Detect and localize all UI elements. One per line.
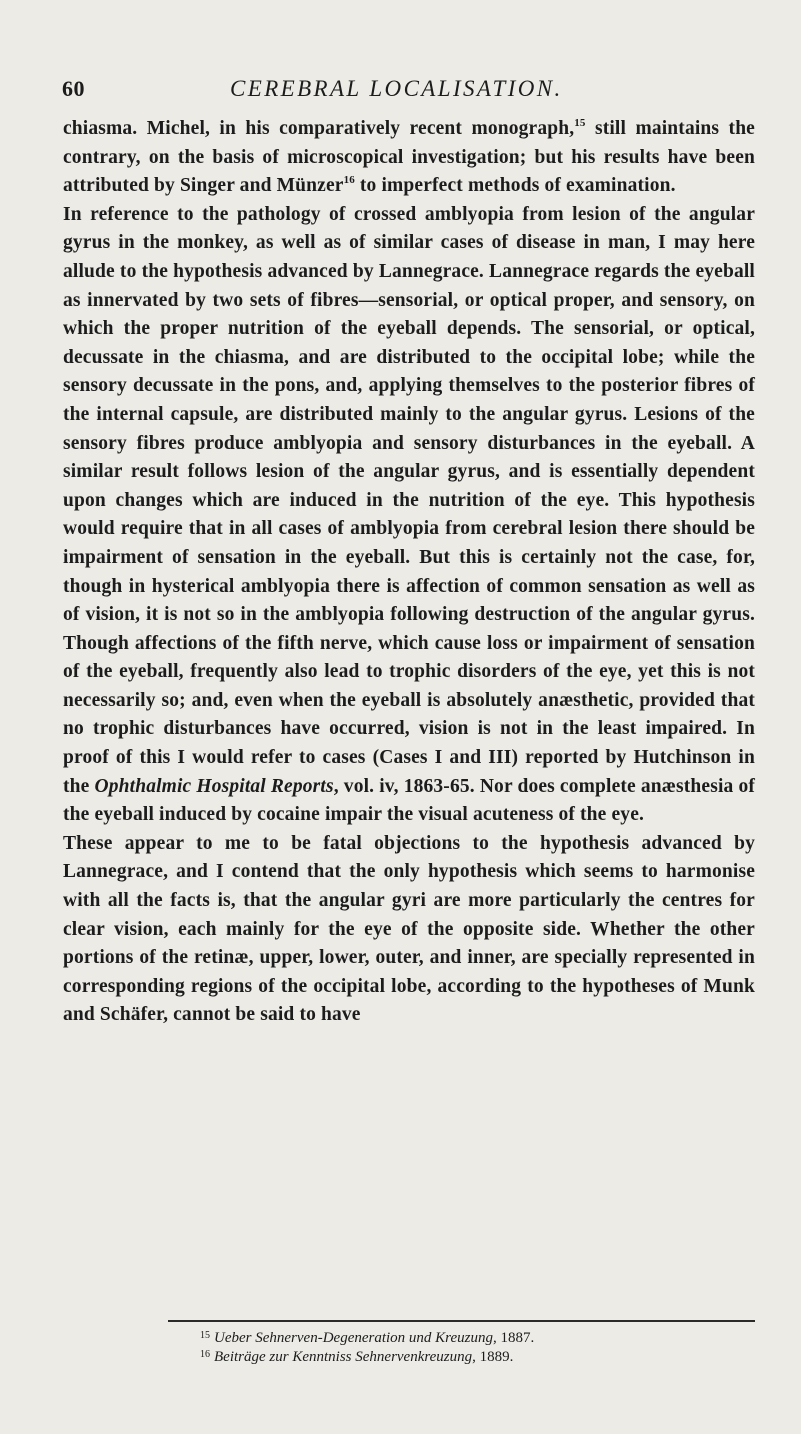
footnote-number: 16 [200,1349,210,1360]
paragraph-2-text-a: In reference to the pathology of crossed amblyopia from lesion of the angular gyrus in the monkey, as well as of similar cases of disease in man, I may here allude to the hypothesis advanced by Lannegrace. Lannegrace regards the eyeball as innervated by two sets of fibres—sensorial, or optical proper, and sensory, on which the proper nutrition of the eyeball depends. The sensorial, or optical, decussate in the chiasma, and are distributed to the occipital lobe; while the sensory decussate in the pons, and, applying themselves to the posterior fibres of the internal capsule, are distributed mainly to the angular gyrus. Lesions of the sensory fibres produce amblyopia and sensory disturbances in the eyeball. A similar result follows lesion of the angular gyrus, and is essentially dependent upon changes which are induced in the nutrition of the eye. This hypothesis would require that in all cases of amblyopia from cerebral lesion there should be impairment of sensation in the eyeball. But this is certainly not the case, for, though in hysterical amblyopia there is affection of common sensation as well as of vision, it is not so in the amblyopia following destruction of the angular gyrus. Though affections of the fifth nerve, which cause loss or impairment of sensation of the eyeball, frequently also lead to trophic disorders of the eye, yet this is not necessarily so; and, even when the eyeball is absolutely anæsthetic, provided that no trophic disturbances have occurred, vision is not in the least impaired. In proof of this I would refer to cases [63,203,755,769]
footnotes [200,1329,760,1367]
footnote-ref-15: 15 [574,117,586,129]
paragraph-1 [63,115,755,201]
page-number: 60 [62,76,85,101]
paragraph-3-text: These appear to me to be fatal objections to the hypothesis advanced by Lannegrace, and I contend that the only hypothesis which seems to harmonise with all the facts is, that the angular gyri are more particularly the centres for clear vision, each mainly for the eye of the opposite side. Whether the other portions of the retinæ, upper, lower, outer, and inner, are specially represented in corresponding regions of the occipital lobe, according to the hypotheses of Munk and Schäfer, cannot be said to have [63,832,755,1026]
paragraph-2-text-b: , vol. iv, 1863-65. Nor does complete anæsthesia of the eyeball induced by cocaine impair the visual acuteness of the eye. [63,775,756,826]
paragraph-1-text-a: chiasma. Michel, in his comparatively recent monograph, [63,118,575,139]
paragraph-1-text-c: to imperfect methods of examination. [354,175,676,197]
footnote-16 [200,1348,760,1367]
footnote-rest: , 1887. [492,1330,535,1346]
running-head [62,76,752,106]
paragraph-3 [63,830,755,1030]
footnote-15 [200,1329,760,1348]
paragraph-2 [63,201,755,830]
footnote-rest: , 1889. [472,1349,514,1365]
footnote-title: Ueber Sehnerven-Degeneration und Kreuzung [214,1330,493,1346]
paragraph-2-cases: (Cases I and III) reported by Hutchinson in the [63,747,755,797]
journal-title: Ophthalmic Hospital Reports [94,775,334,797]
footnote-ref-16: 16 [343,174,355,187]
footnote-number: 15 [200,1330,210,1341]
running-title: CEREBRAL LOCALISATION. [230,76,563,101]
footnote-title: Beiträge zur Kenntniss Sehnervenkreuzung [214,1349,473,1365]
paragraph-1-text-b: still maintains the contrary, on the basis of microscopical investigation; but his results have been attributed by Singer and Münzer [63,118,755,197]
body-text [63,115,755,1030]
footnote-divider [168,1320,755,1322]
